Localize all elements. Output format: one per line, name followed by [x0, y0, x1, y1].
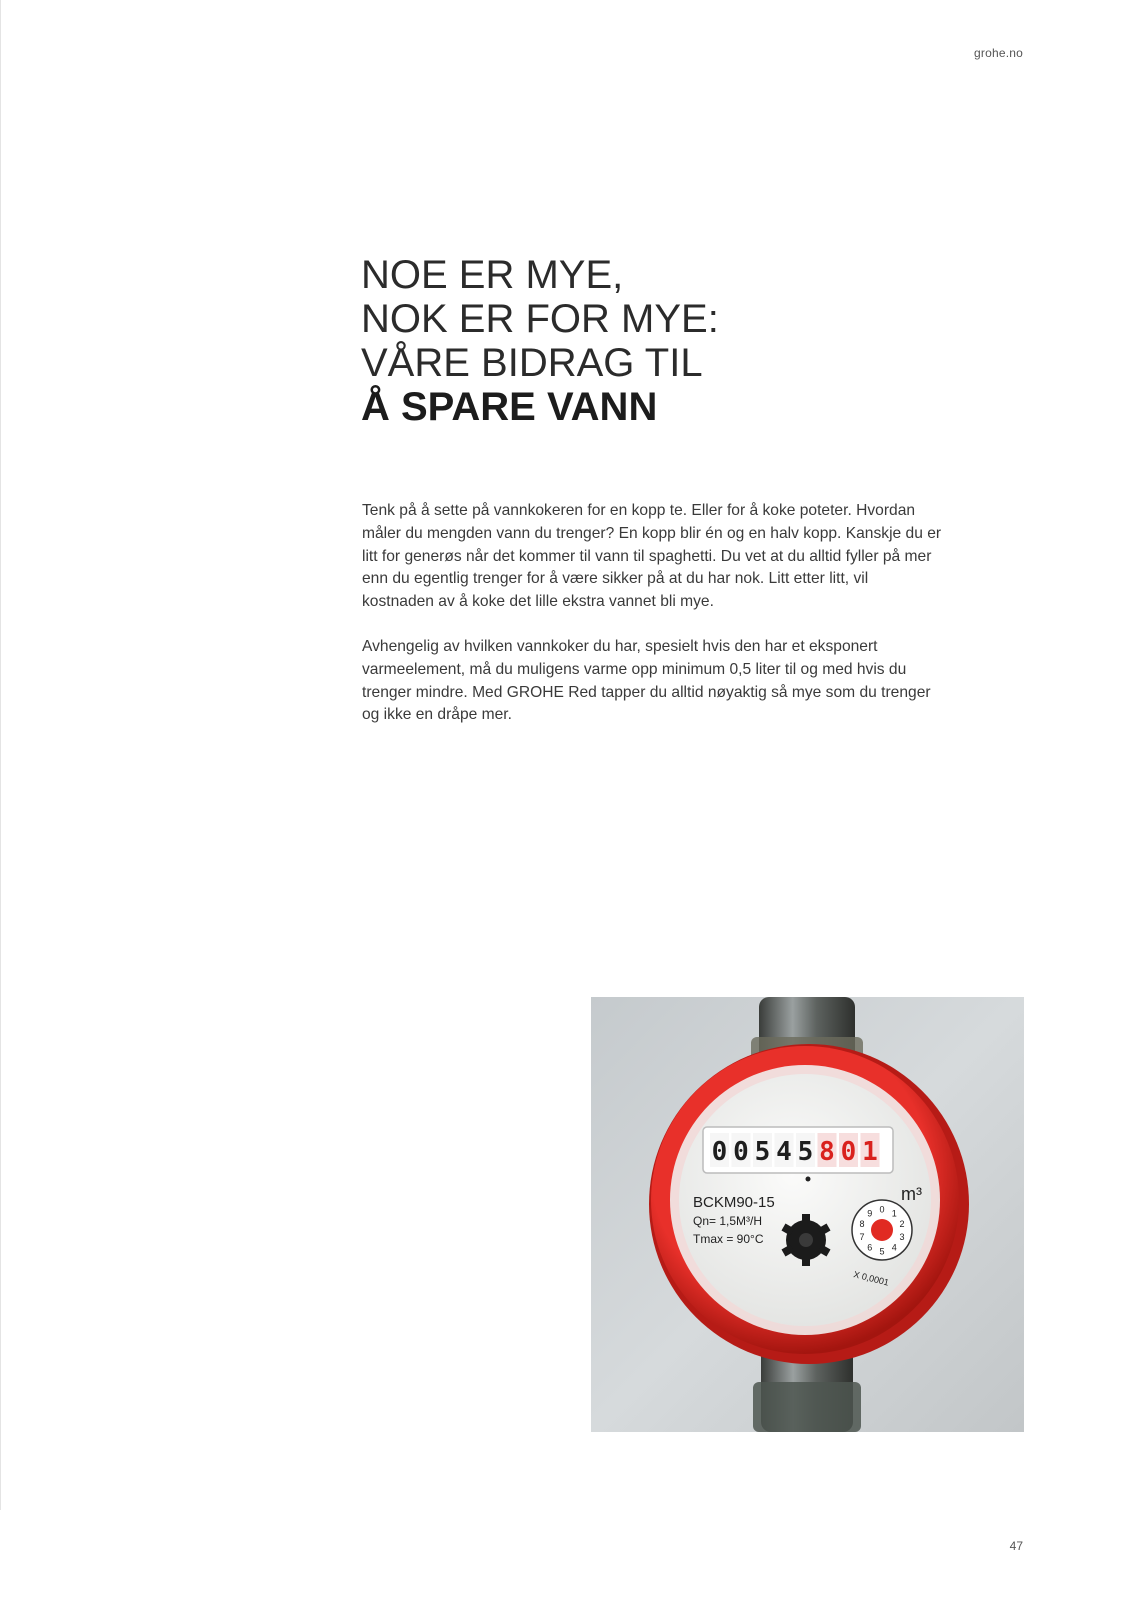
counter-digit: 5 — [754, 1137, 771, 1167]
title-line-3: VÅRE BIDRAG TIL — [361, 341, 703, 385]
dial-number: 0 — [879, 1204, 885, 1215]
paragraph-1: Tenk på å sette på vannkokeren for en kopp te. Eller for å koke poteter. Hvordan måler du mengden vann du trenger? En kopp blir én og en halv kopp. Kanskje du er litt for generøs når det kommer til vann til spaghetti. Du vet at du alltid fyller på mer enn du egentlig trenger for å være sikker på at du har nok. Litt etter litt, vil kostnaden av å koke det lille ekstra vannet bli mye. — [362, 502, 942, 611]
flow-rating-label: Qn= 1,5M³/H — [693, 1214, 763, 1228]
unit-label: m³ — [901, 1184, 922, 1204]
counter-decimal — [806, 1177, 811, 1182]
dial-number: 5 — [879, 1246, 885, 1257]
counter-digit: 5 — [797, 1137, 814, 1167]
max-temp-label: Tmax = 90°C — [693, 1232, 764, 1246]
title-emphasis: Å SPARE VANN — [361, 385, 658, 429]
page-number: 47 — [1009, 1539, 1023, 1553]
dial-number: 8 — [859, 1219, 865, 1229]
star-wheel-tooth — [802, 1256, 810, 1266]
site-url: grohe.no — [974, 46, 1023, 60]
counter-digit-red: 0 — [840, 1137, 857, 1167]
dial-number: 4 — [891, 1242, 897, 1253]
dial-number: 7 — [859, 1232, 865, 1242]
counter-digit: 0 — [733, 1137, 749, 1167]
water-meter-photo — [591, 997, 1024, 1432]
page-title — [361, 253, 719, 429]
dial-number: 3 — [899, 1232, 905, 1242]
paragraph-2: Avhengelig av hvilken vannkoker du har, spesielt hvis den har et eksponert varmeelement, må du muligens varme opp minimum 0,5 liter til og med hvis du trenger mindre. Med GROHE Red tapper du alltid nøyaktig så mye som du trenger og ikke en dråpe mer. — [362, 637, 931, 724]
dial-number: 1 — [891, 1208, 897, 1219]
counter-digit: 4 — [776, 1137, 792, 1167]
dial-number: 6 — [867, 1242, 873, 1253]
dial-number: 2 — [899, 1219, 905, 1229]
dial-multiplier: X 0,0001 — [852, 1269, 890, 1288]
lower-nut — [753, 1382, 861, 1432]
counter-digit-red: 8 — [819, 1137, 835, 1167]
title-line-1: NOE ER MYE, — [361, 253, 624, 297]
small-dial — [852, 1200, 912, 1260]
dial-number: 9 — [867, 1208, 873, 1219]
model-label: BCKM90-15 — [693, 1194, 775, 1211]
counter-digit: 0 — [711, 1137, 728, 1167]
counter-digit-red: 1 — [862, 1137, 878, 1167]
dial-pointer — [871, 1219, 893, 1241]
page-edge-line — [0, 0, 1, 1510]
title-line-2: NOK ER FOR MYE: — [361, 297, 719, 341]
water-meter-illustration — [591, 997, 1024, 1432]
body-text — [362, 500, 942, 749]
star-wheel-tooth — [802, 1214, 810, 1224]
